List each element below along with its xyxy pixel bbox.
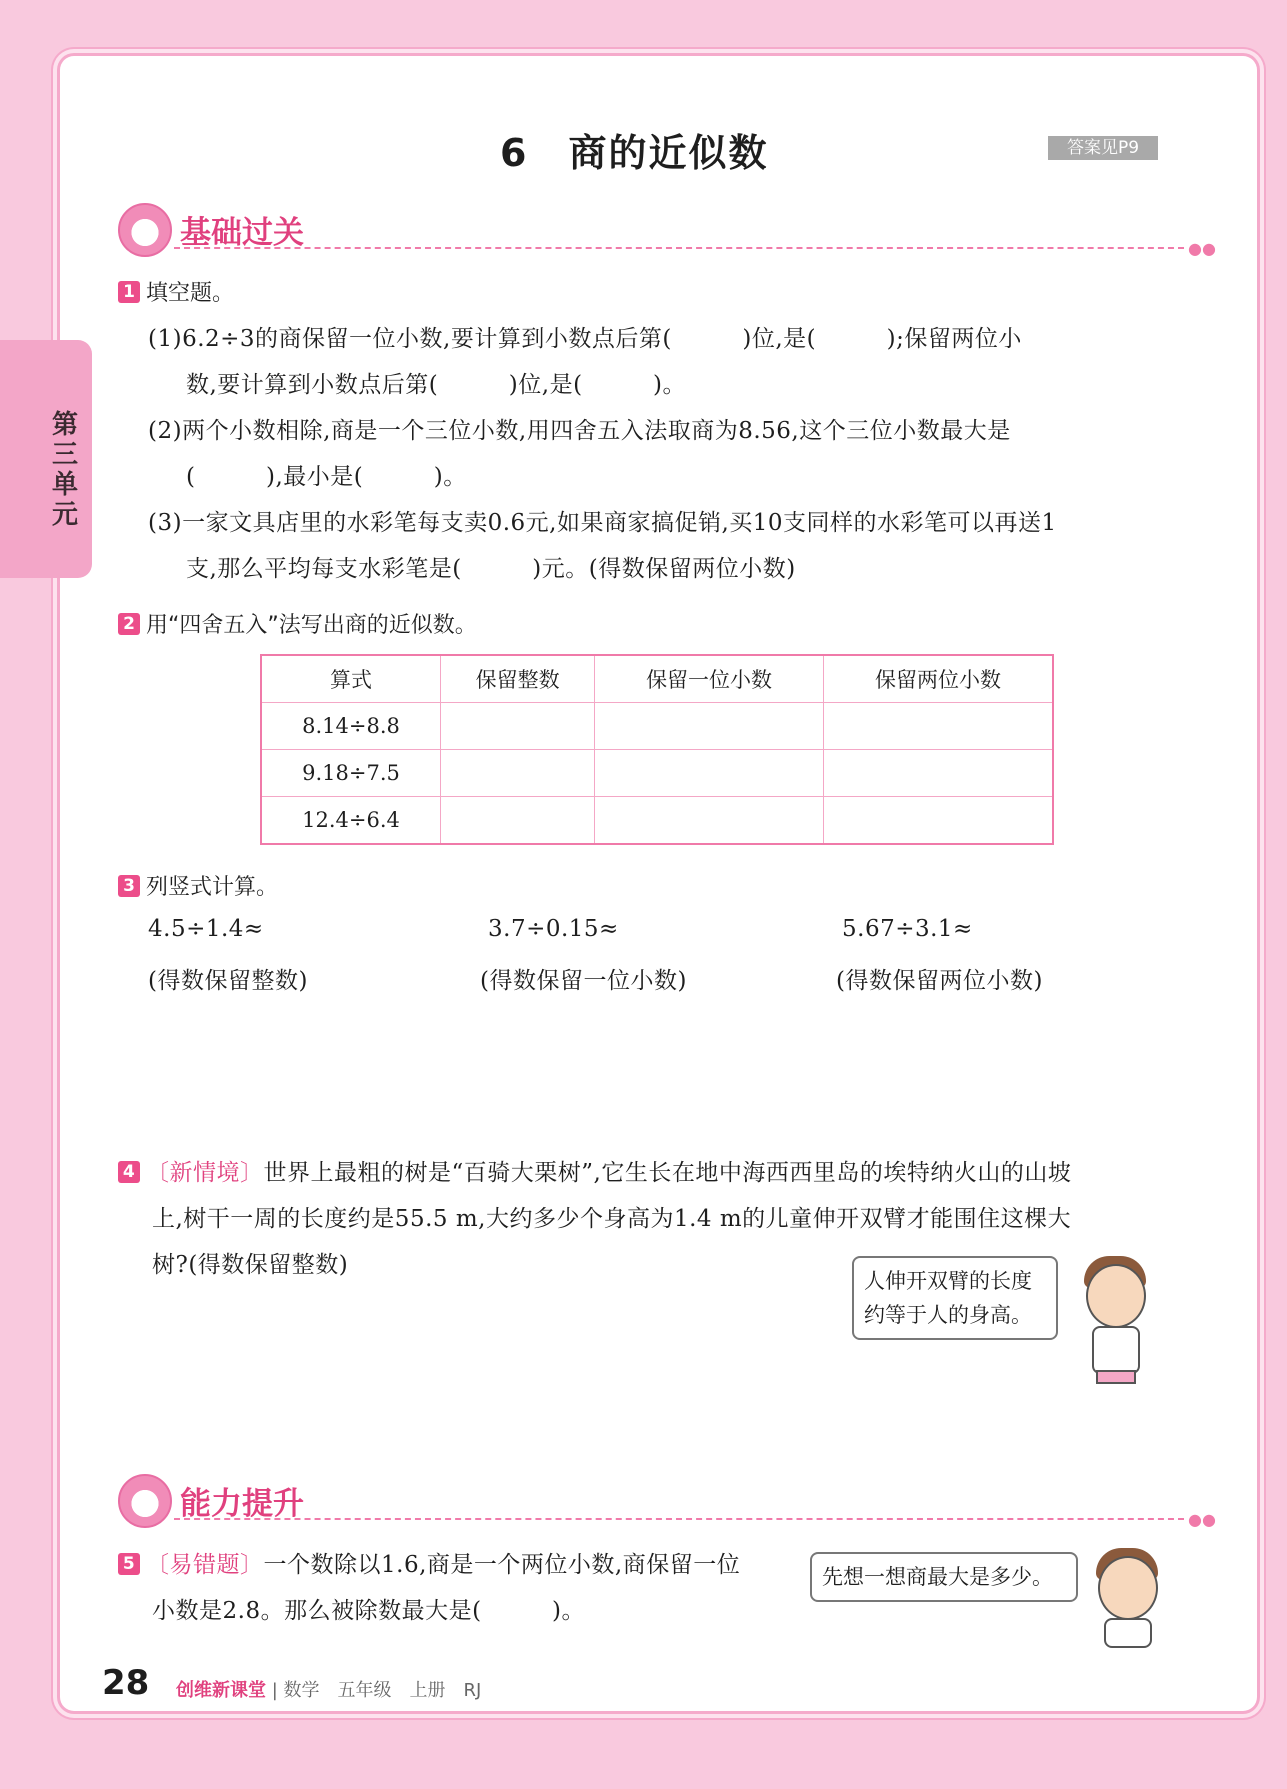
table-row [261, 703, 1053, 750]
question-text: 用“四舍五入”法写出商的近似数。 [146, 613, 477, 638]
mascot-icon [118, 1474, 172, 1528]
mascot-icon [118, 203, 172, 257]
hint-text: 约等于人的身高。 [864, 1303, 1032, 1327]
dots-icon: ●● [1188, 1510, 1216, 1529]
q1-line: 数,要计算到小数点后第( )位,是( )。 [186, 372, 687, 398]
question-4-line [118, 1154, 1071, 1187]
question-4-line: 上,树干一周的长度约是55.5 m,大约多少个身高为1.4 m的儿童伸开双臂才能围住这棵大 [152, 1206, 1072, 1232]
q1-line: (2)两个小数相除,商是一个三位小数,用四舍五入法取商为8.56,这个三位小数最大是 [148, 418, 1011, 444]
answer-cell[interactable] [595, 703, 824, 750]
unit-side-tab [0, 340, 92, 578]
page-title: 6 商的近似数 [500, 131, 769, 175]
answer-cell[interactable] [823, 750, 1053, 797]
section-header-advanced [118, 1474, 1216, 1529]
new-context-tag: 〔新情境〕 [146, 1160, 264, 1186]
table-header: 保留整数 [441, 655, 595, 703]
table-cell-expression: 9.18÷7.5 [261, 750, 441, 797]
section-divider [174, 247, 1184, 249]
question-number-badge: 3 [118, 875, 140, 897]
q1-line: ( ),最小是( )。 [186, 464, 467, 490]
q1-line: (3)一家文具店里的水彩笔每支卖0.6元,如果商家搞促销,买10支同样的水彩笔可以再送1 [148, 510, 1057, 536]
q3-expression: 5.67÷3.1≈ [842, 916, 973, 942]
question-number-badge: 2 [118, 613, 140, 635]
question-text: 列竖式计算。 [146, 875, 279, 900]
question-number-badge: 4 [118, 1161, 140, 1183]
question-text: 世界上最粗的树是“百骑大栗树”,它生长在地中海西西里岛的埃特纳火山的山坡 [263, 1160, 1072, 1186]
answer-cell[interactable] [441, 797, 595, 845]
question-number-badge: 5 [118, 1553, 140, 1575]
table-header: 算式 [261, 655, 441, 703]
question-3-title [118, 870, 278, 901]
table-cell-expression: 8.14÷8.8 [261, 703, 441, 750]
child-illustration [1070, 1256, 1160, 1380]
question-4-line: 树?(得数保留整数) [152, 1252, 349, 1278]
answer-cell[interactable] [441, 750, 595, 797]
answer-reference: 答案见P9 [1048, 136, 1158, 160]
question-text: 填空题。 [146, 281, 235, 306]
q1-line: 支,那么平均每支水彩笔是( )元。(得数保留两位小数) [186, 556, 796, 582]
child-illustration [1092, 1548, 1172, 1648]
table-header-row [261, 655, 1053, 703]
q3-note: (得数保留整数) [148, 968, 308, 994]
answer-cell[interactable] [595, 750, 824, 797]
table-cell-expression: 12.4÷6.4 [261, 797, 441, 845]
answer-cell[interactable] [595, 797, 824, 845]
book-info: | 数学 五年级 上册 RJ [271, 1680, 482, 1701]
section-title-basic: 基础过关 [180, 215, 304, 251]
section-divider [174, 1518, 1184, 1520]
hint-text: 先想一想商最大是多少。 [822, 1565, 1053, 1589]
table-row [261, 797, 1053, 845]
table-row [261, 750, 1053, 797]
q3-note: (得数保留一位小数) [480, 968, 687, 994]
hint-speech-bubble [852, 1256, 1058, 1340]
hint-text: 人伸开双臂的长度 [864, 1269, 1032, 1293]
error-prone-tag: 〔易错题〕 [146, 1552, 264, 1578]
question-number-badge: 1 [118, 281, 140, 303]
q3-expression: 3.7÷0.15≈ [488, 916, 619, 942]
question-2-title [118, 608, 477, 639]
answer-cell[interactable] [441, 703, 595, 750]
answer-cell[interactable] [823, 797, 1053, 845]
unit-label: 第三单元 [52, 410, 79, 530]
table-header: 保留两位小数 [823, 655, 1053, 703]
approximation-table [260, 654, 1054, 845]
page-number: 28 [102, 1663, 150, 1703]
brand-name: 创维新课堂 [176, 1680, 266, 1701]
q1-line: (1)6.2÷3的商保留一位小数,要计算到小数点后第( )位,是( );保留两位小 [148, 326, 1022, 352]
footer-info [176, 1676, 481, 1702]
q3-expression: 4.5÷1.4≈ [148, 916, 264, 942]
answer-cell[interactable] [823, 703, 1053, 750]
section-header-basic [118, 203, 1216, 258]
section-title-advanced: 能力提升 [180, 1486, 304, 1522]
q3-note: (得数保留两位小数) [836, 968, 1043, 994]
hint-speech-bubble [810, 1552, 1078, 1602]
question-5-line [118, 1546, 740, 1579]
table-header: 保留一位小数 [595, 655, 824, 703]
question-5-line: 小数是2.8。那么被除数最大是( )。 [152, 1598, 586, 1624]
dots-icon: ●● [1188, 239, 1216, 258]
question-text: 一个数除以1.6,商是一个两位小数,商保留一位 [263, 1552, 741, 1578]
question-1-title [118, 276, 234, 307]
